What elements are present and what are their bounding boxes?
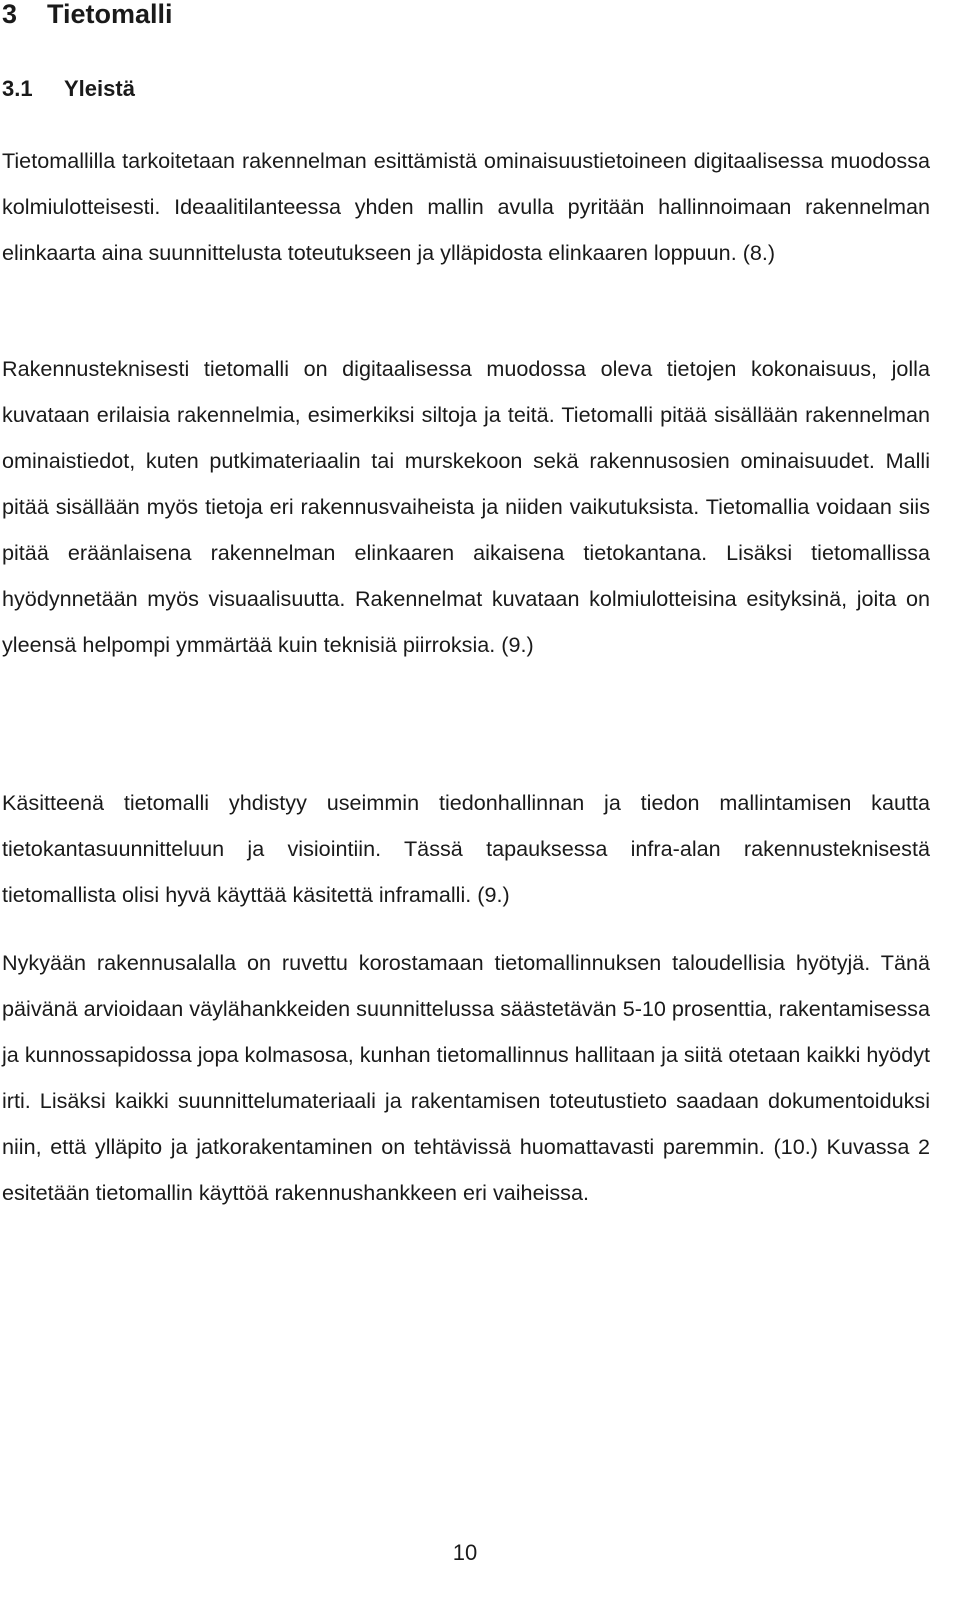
paragraph-1: Tietomallilla tarkoitetaan rakennelman esittämistä ominaisuustietoineen digitaalisessa muodossa kolmiulotteisesti. Ideaalitilanteessa yhden mallin avulla pyritään hallinnoimaan rakennelman elinkaarta aina suunnittelusta toteutukseen ja ylläpidosta elinkaaren loppuun. (8.): [2, 148, 930, 265]
section-heading: [2, 72, 135, 106]
paragraph-3: Käsitteenä tietomalli yhdistyy useimmin tiedonhallinnan ja tiedon mallintamisen kautta tietokantasuunnitteluun ja visiointiin. Tässä tapauksessa infra-alan rakennusteknisestä tietomallista olisi hyvä käyttää käsitettä inframalli. (9.): [2, 790, 930, 907]
section-number: 3.1: [2, 76, 33, 101]
chapter-heading: [2, 0, 173, 34]
section-title: Yleistä: [64, 76, 135, 101]
chapter-number: 3: [2, 0, 18, 29]
chapter-title: Tietomalli: [47, 0, 173, 29]
paragraph-2: Rakennusteknisesti tietomalli on digitaalisessa muodossa oleva tietojen kokonaisuus, jolla kuvataan erilaisia rakennelmia, esimerkiksi siltoja ja teitä. Tietomalli pitää sisällään rakennelman ominaistiedot, kuten putkimateriaalin tai murskekoon sekä rakennusosien ominaisuudet. Malli pitää sisällään myös tietoja eri rakennusvaiheista ja niiden vaikutuksista. Tietomallia voidaan siis pitää eräänlaisena rakennelman elinkaaren aikaisena tietokantana. Lisäksi tietomallissa hyödynnetään myös visuaalisuutta. Rakennelmat kuvataan kolmiulotteisina esityksinä, joita on yleensä helpompi ymmärtää kuin teknisiä piirroksia. (9.): [2, 356, 930, 657]
paragraph-4: Nykyään rakennusalalla on ruvettu korostamaan tietomallinnuksen taloudellisia hyötyjä. Tänä päivänä arvioidaan väylähankkeiden suunnittelussa säästetävän 5-10 prosenttia, rakentamisessa ja kunnossapidossa jopa kolmasosa, kunhan tietomallinnus hallitaan ja siitä otetaan kaikki hyödyt irti. Lisäksi kaikki suunnittelumateriaali ja rakentamisen toteutustieto saadaan dokumentoiduksi niin, että ylläpito ja jatkorakentaminen on tehtävissä huomattavasti paremmin. (10.) Kuvassa 2 esitetään tietomallin käyttöä rakennushankkeen eri vaiheissa.: [2, 950, 930, 1205]
page-number: 10: [452, 1540, 478, 1565]
